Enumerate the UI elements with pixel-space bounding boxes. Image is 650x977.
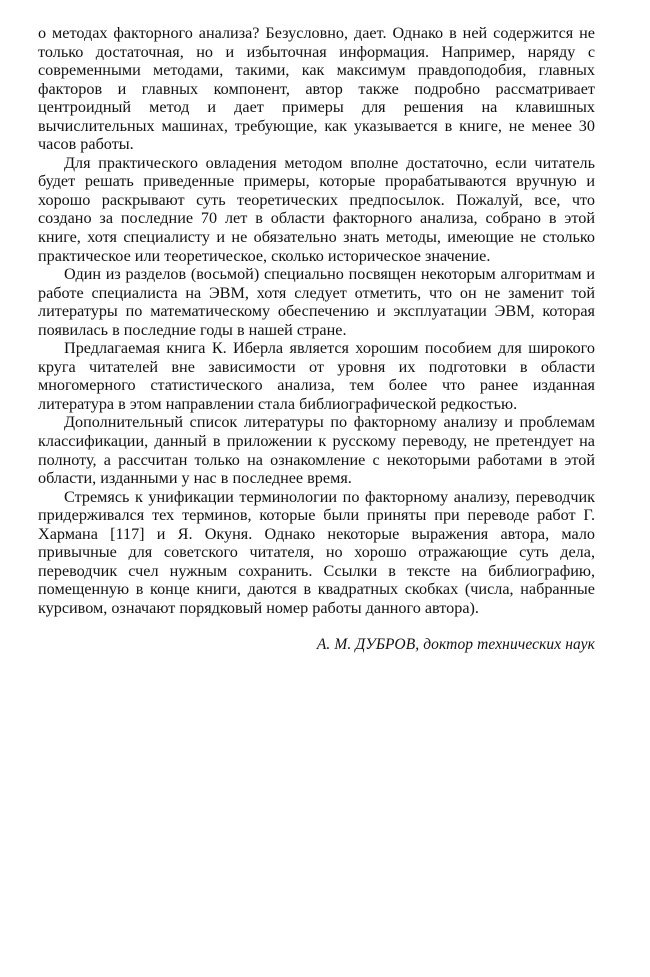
paragraph-2: Для практического овладения методом вполне достаточно, если читатель будет решать приведенные примеры, которые прорабатываются вручную и хорошо раскрывают суть теоретических предпосылок. Пожалуй, все, что создано за последние 70 лет в области факторного анализа, собрано в этой книге, хотя специалисту и не обязательно знать методы, имеющие не столько практическое или теоретическое, сколько историческое значение. bbox=[38, 153, 595, 265]
paragraph-1: о методах факторного анализа? Безусловно, дает. Однако в ней содержится не только достаточная, но и избыточная информация. Например, наряду с современными методами, такими, как максимум правдоподобия, главных факторов и главных компонент, автор также подробно рассматривает центроидный метод и дает примеры для решения на клавишных вычислительных машинах, требующие, как указывается в книге, не менее 30 часов работы. bbox=[38, 24, 595, 154]
author-signature: А. М. ДУБРОВ, доктор технических наук bbox=[316, 635, 595, 653]
document-page bbox=[38, 24, 595, 654]
paragraph-5: Дополнительный список литературы по факторному анализу и проблемам классификации, данный в приложении к русскому переводу, не претендует на полноту, а рассчитан только на ознакомление с некоторыми работами в этой области, изданными у нас в последнее время. bbox=[38, 413, 595, 488]
paragraph-4: Предлагаемая книга К. Иберла является хорошим пособием для широкого круга читателей вне зависимости от уровня их подготовки в области многомерного статистического анализа, тем более что ранее изданная литература в этом направлении стала библиографической редкостью. bbox=[38, 339, 595, 413]
paragraph-3: Один из разделов (восьмой) специально посвящен некоторым алгоритмам и работе специалиста на ЭВМ, хотя следует отметить, что он не заменит той литературы по математическому обеспечению и эксплуатации ЭВМ, которая появилась в последние годы в нашей стране. bbox=[38, 265, 595, 339]
paragraph-6: Стремясь к унификации терминологии по факторному анализу, переводчик придерживался тех терминов, которые были приняты при переводе работ Г. Хармана [117] и Я. Окуня. Однако некоторые выражения автора, мало привычные для советского читателя, но хорошо отражающие суть дела, переводчик счел нужным сохранить. Ссылки в тексте на библиографию, помещенную в конце книги, даются в квадратных скобках (числа, набранные курсивом, означают порядковый номер работы данного автора). bbox=[38, 487, 595, 617]
